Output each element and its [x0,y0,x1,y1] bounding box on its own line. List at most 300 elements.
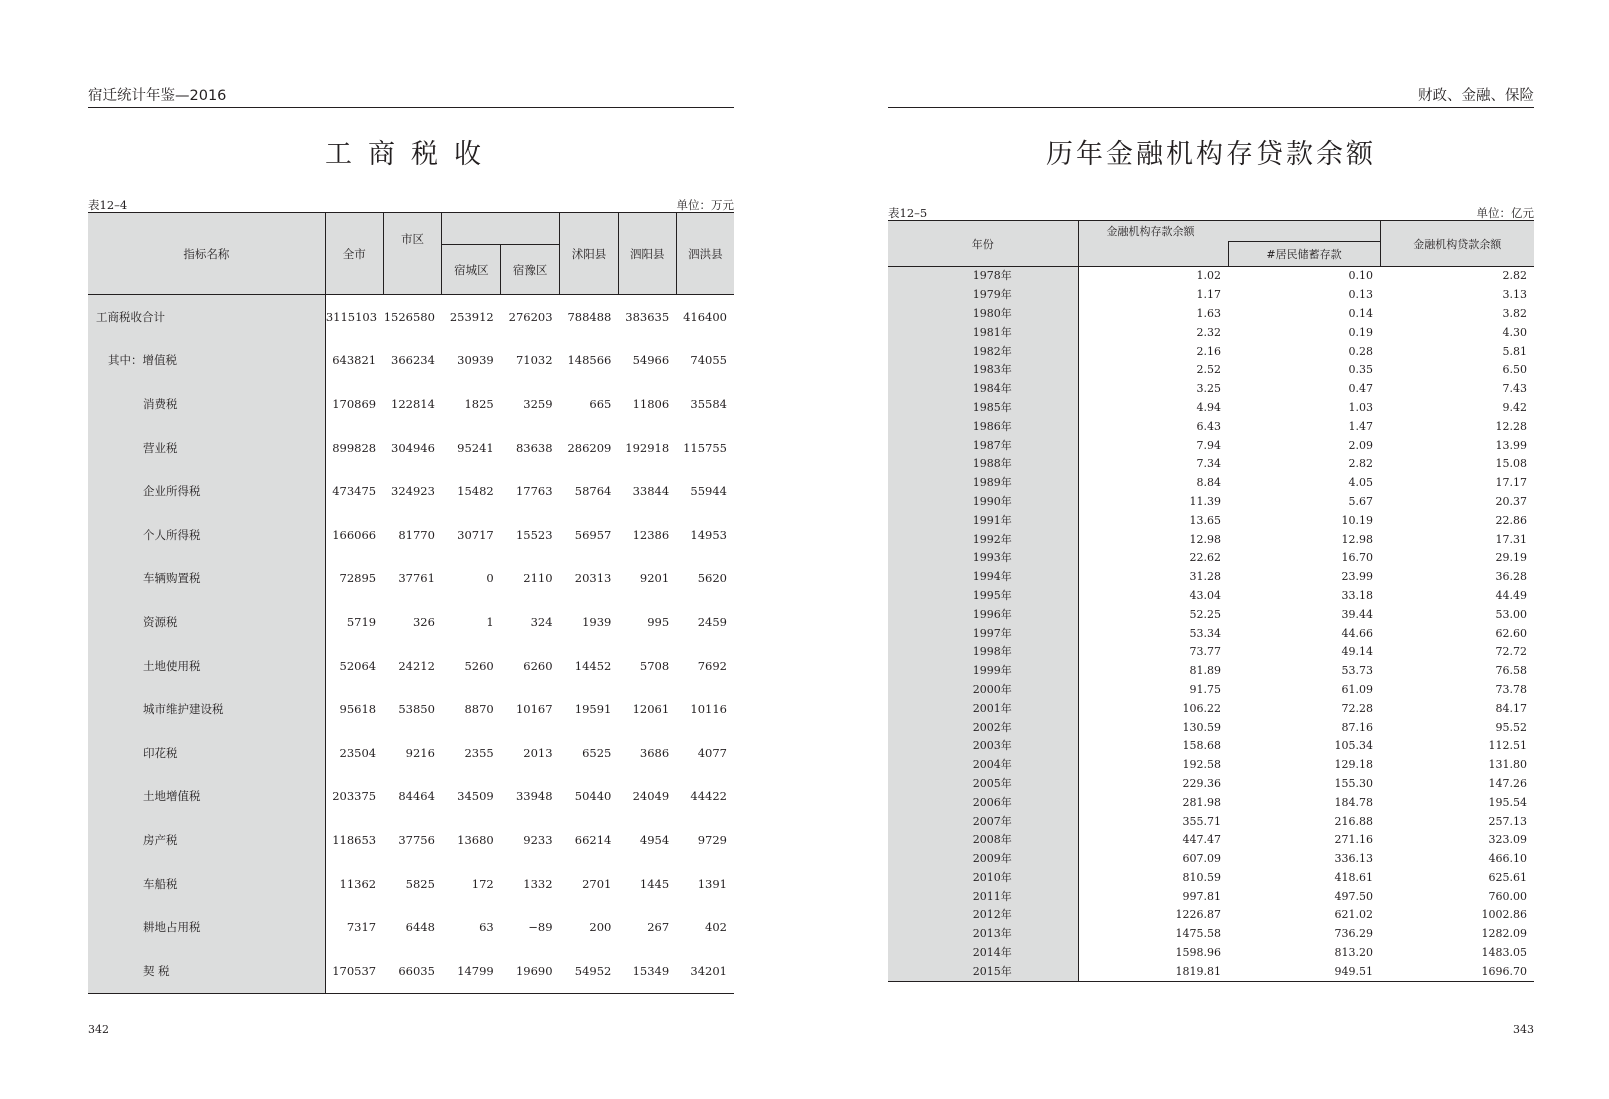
table-row [888,267,1534,286]
deposits-cell: 810.59 [1182,870,1221,884]
table-row [888,850,1534,869]
year-label: 1988年 [972,457,1012,471]
table-cell: 5825 [405,876,435,891]
table-cell: 37756 [398,832,435,847]
household-cell: 72.28 [1341,701,1373,715]
year-label: 1980年 [972,306,1012,320]
loans-cell: 1002.86 [1481,908,1527,922]
table-cell: 4954 [639,832,670,847]
table-cell: 253912 [449,309,494,324]
table-cell: 15482 [457,484,494,499]
loans-cell: 72.72 [1495,645,1527,659]
deposits-cell: 7.34 [1196,457,1221,471]
household-cell: 53.73 [1341,664,1373,678]
table-row [888,474,1534,493]
deposits-cell: 52.25 [1189,607,1221,621]
loans-cell: 13.99 [1495,438,1527,452]
table-cell: 267 [647,920,670,935]
table-row [88,339,734,383]
year-label: 1979年 [972,288,1012,302]
loans-cell: 12.28 [1495,419,1527,433]
table-cell: 172 [471,876,494,891]
table-cell: 56957 [574,527,612,542]
table-cell: 3259 [523,396,553,411]
table-cell: 366234 [391,353,435,368]
row-label: 城市维护建设税 [88,687,325,731]
deposits-table-body [888,267,1534,982]
loans-cell: 625.61 [1488,870,1527,884]
table-cell: 2459 [697,614,727,629]
year-label: 1992年 [972,532,1012,546]
loans-cell: 257.13 [1488,814,1527,828]
year-label: 1985年 [972,400,1012,414]
header-siyang: 泗阳县 [618,213,676,295]
deposits-cell: 1819.81 [1175,964,1221,978]
table-row [888,662,1534,681]
year-cell [888,605,1078,624]
table-cell: 74055 [690,353,727,368]
row-label: 土地增值税 [88,775,325,819]
table-row [88,731,734,775]
household-cell: 216.88 [1334,814,1373,828]
deposits-cell: 1226.87 [1175,908,1221,922]
deposits-cell: 7.94 [1196,438,1221,452]
table-cell: 20313 [574,571,612,586]
year-label: 2005年 [972,776,1012,790]
table-cell: 50440 [574,789,612,804]
deposits-cell: 1.63 [1196,306,1221,320]
year-cell [888,286,1078,305]
table-cell: 44422 [690,789,727,804]
year-cell [888,549,1078,568]
table-cell: 2355 [464,745,494,760]
table-cell: 166066 [332,527,377,542]
loans-cell: 2.82 [1502,269,1527,283]
year-cell [888,493,1078,512]
deposits-cell: 43.04 [1189,588,1221,602]
table-cell: 899828 [332,440,377,455]
table-cell: 170869 [332,396,377,411]
table-cell: 34509 [457,789,494,804]
year-label: 1982年 [972,344,1012,358]
deposits-cell: 2.32 [1196,325,1221,339]
table-cell: 95618 [339,702,377,717]
table-cell: 995 [647,614,670,629]
household-cell: 0.35 [1348,363,1373,377]
loans-cell: 15.08 [1495,457,1527,471]
year-label: 2004年 [972,758,1012,772]
loans-cell: 29.19 [1495,551,1527,565]
row-label: 印花税 [88,731,325,775]
table-cell: 192918 [625,440,670,455]
table-cell: 2013 [523,745,553,760]
year-cell [888,718,1078,737]
household-cell: 87.16 [1341,720,1373,734]
table-cell: 6525 [582,745,612,760]
table-cell: 643821 [332,353,377,368]
table-cell: 1332 [523,876,553,891]
household-cell: 184.78 [1334,795,1373,809]
year-cell [888,474,1078,493]
household-cell: 1.47 [1348,419,1373,433]
table-cell: 15349 [632,963,670,978]
deposits-cell: 229.36 [1182,776,1221,790]
year-cell [888,793,1078,812]
household-cell: 16.70 [1341,551,1373,565]
table-cell: 5719 [346,614,377,629]
household-cell: 336.13 [1334,852,1373,866]
year-cell [888,850,1078,869]
row-label: 营业税 [88,426,325,470]
year-label: 1993年 [972,551,1012,565]
header-name: 指标名称 [88,213,325,295]
household-cell: 0.14 [1348,306,1373,320]
table-cell: 12386 [632,527,670,542]
table-row [888,793,1534,812]
year-cell [888,342,1078,361]
table-row [888,436,1534,455]
loans-cell: 84.17 [1495,701,1527,715]
household-cell: 23.99 [1341,570,1373,584]
deposits-cell: 11.39 [1189,494,1221,508]
year-label: 2008年 [972,833,1012,847]
table-row [888,925,1534,944]
year-label: 2001年 [972,701,1012,715]
year-label: 2003年 [972,739,1012,753]
table-row [88,469,734,513]
table-unit-right: 单位：亿元 [1476,206,1534,220]
table-cell: 286209 [567,440,612,455]
header-sihong: 泗洪县 [676,213,734,295]
row-label: 个人所得税 [88,513,325,557]
row-label: 契 税 [88,949,325,993]
row-label: 其中：增值税 [88,339,325,383]
table-cell: 30717 [457,527,494,542]
table-label-left: 表12–4 [88,198,128,212]
table-row [888,399,1534,418]
deposits-cell: 1598.96 [1175,946,1221,960]
year-cell [888,305,1078,324]
deposits-cell: 91.75 [1189,682,1221,696]
right-page [800,0,1609,1099]
table-cell: 5620 [697,571,727,586]
table-cell: 326 [412,614,435,629]
loans-cell: 9.42 [1502,400,1527,414]
table-row [888,587,1534,606]
household-cell: 4.05 [1348,476,1373,490]
deposits-loans-table [888,220,1534,982]
deposits-cell: 31.28 [1189,570,1221,584]
year-cell [888,662,1078,681]
table-row [888,699,1534,718]
year-cell [888,925,1078,944]
table-cell: 95241 [457,440,494,455]
loans-cell: 44.49 [1495,588,1527,602]
table-cell: 14799 [457,963,494,978]
table-row [88,557,734,601]
year-cell [888,681,1078,700]
table-cell: 11806 [632,396,670,411]
loans-cell: 3.82 [1502,306,1527,320]
loans-cell: 131.80 [1488,758,1527,772]
table-row [88,862,734,906]
year-label: 2000年 [972,682,1012,696]
household-cell: 418.61 [1334,870,1373,884]
table-row [888,323,1534,342]
table-cell: 66214 [574,832,612,847]
year-cell [888,643,1078,662]
table-row [88,426,734,470]
tax-revenue-table [88,212,734,994]
table-cell: 19591 [574,702,612,717]
household-cell: 0.13 [1348,288,1373,302]
deposits-cell: 106.22 [1182,701,1221,715]
table-cell: 5708 [639,658,670,673]
year-cell [888,737,1078,756]
year-cell [888,587,1078,606]
deposits-cell: 158.68 [1182,739,1221,753]
year-cell [888,831,1078,850]
table-cell: 3115103 [325,309,378,324]
table-cell: 148566 [567,353,612,368]
table-cell: 1526580 [383,309,435,324]
table-cell: 1391 [697,876,727,891]
loans-cell: 760.00 [1488,889,1527,903]
table-row [888,493,1534,512]
year-label: 1990年 [972,494,1012,508]
deposits-cell: 355.71 [1182,814,1221,828]
deposits-cell: 22.62 [1189,551,1221,565]
table-cell: 72895 [339,571,377,586]
header-sucheng: 宿城区 [442,245,501,295]
table-row [888,869,1534,888]
deposits-cell: 607.09 [1182,852,1221,866]
table-cell: 17763 [515,484,553,499]
table-cell: 23504 [339,745,377,760]
table-cell: 8870 [464,702,494,717]
table-cell: 7692 [697,658,727,673]
table-cell: 1939 [582,614,612,629]
table-cell: 11362 [339,876,377,891]
table-row [888,775,1534,794]
deposits-cell: 130.59 [1182,720,1221,734]
loans-cell: 73.78 [1495,682,1527,696]
header-deposits: 金融机构存款余额 [1078,221,1380,242]
loans-cell: 7.43 [1502,382,1527,396]
table-unit-left: 单位：万元 [676,198,734,212]
table-cell: 276203 [508,309,553,324]
table-cell: 3686 [639,745,670,760]
table-cell: 203375 [332,789,377,804]
table-row [88,818,734,862]
table-cell: 37761 [398,571,435,586]
year-label: 1981年 [972,325,1012,339]
row-label: 土地使用税 [88,644,325,688]
loans-cell: 22.86 [1495,513,1527,527]
year-cell [888,962,1078,981]
table-cell: 14953 [690,527,727,542]
row-label: 工商税收合计 [88,295,325,339]
year-cell [888,267,1078,286]
household-cell: 497.50 [1334,889,1373,903]
table-row [888,812,1534,831]
deposits-cell: 13.65 [1189,513,1221,527]
household-cell: 736.29 [1334,927,1373,941]
header-household: #居民储蓄存款 [1228,242,1380,267]
table-cell: 1825 [464,396,494,411]
household-cell: 44.66 [1341,626,1373,640]
table-row [888,455,1534,474]
deposits-cell: 1475.58 [1175,927,1221,941]
year-label: 2011年 [972,889,1012,903]
household-cell: 105.34 [1334,739,1373,753]
table-row [888,906,1534,925]
row-label: 资源税 [88,600,325,644]
page-number-right: 343 [1513,1023,1534,1036]
table-cell: 66035 [398,963,435,978]
table-row [88,295,734,339]
table-cell: 9233 [523,832,553,847]
year-label: 1998年 [972,645,1012,659]
table-row [888,286,1534,305]
table-cell: 6448 [405,920,435,935]
table-row [888,530,1534,549]
table-cell: 7317 [346,920,377,935]
year-cell [888,511,1078,530]
table-cell: 115755 [683,440,727,455]
header-loans: 金融机构贷款余额 [1380,221,1534,267]
table-cell: 83638 [515,440,553,455]
table-cell: 55944 [690,484,727,499]
table-row [888,756,1534,775]
deposits-cell: 3.25 [1196,382,1221,396]
year-cell [888,568,1078,587]
page-title-right: 历年金融机构存贷款余额 [1046,139,1376,170]
household-cell: 61.09 [1341,682,1373,696]
row-label: 耕地占用税 [88,905,325,949]
year-cell [888,869,1078,888]
table-cell: 71032 [515,353,553,368]
household-cell: 621.02 [1334,908,1373,922]
year-label: 2013年 [972,927,1012,941]
deposits-cell: 4.94 [1196,400,1221,414]
table-cell: 52064 [339,658,377,673]
header-city-area-group [442,213,560,245]
household-cell: 949.51 [1334,964,1373,978]
loans-cell: 17.31 [1495,532,1527,546]
table-cell: 58764 [574,484,612,499]
running-head-right: 财政、金融、保险 [888,84,1534,108]
deposits-cell: 447.47 [1182,833,1221,847]
table-cell: 2701 [582,876,612,891]
household-cell: 0.19 [1348,325,1373,339]
table-row [88,949,734,993]
table-cell: −89 [528,920,553,935]
table-row [888,944,1534,963]
header-all-city: 全市 [325,213,383,295]
loans-cell: 112.51 [1488,739,1527,753]
table-row [888,568,1534,587]
deposits-cell: 192.58 [1182,758,1221,772]
header-suyu: 宿豫区 [501,245,560,295]
table-row [88,600,734,644]
household-cell: 12.98 [1341,532,1373,546]
year-cell [888,944,1078,963]
page-number-left: 342 [88,1023,109,1036]
table-row [888,643,1534,662]
year-cell [888,906,1078,925]
household-cell: 271.16 [1334,833,1373,847]
deposits-cell: 73.77 [1189,645,1221,659]
year-label: 2012年 [972,908,1012,922]
loans-cell: 1696.70 [1481,964,1527,978]
loans-cell: 3.13 [1502,288,1527,302]
table-cell: 33844 [632,484,670,499]
table-cell: 9216 [405,745,435,760]
table-cell: 84464 [398,789,435,804]
table-cell: 30939 [457,353,494,368]
table-cell: 665 [589,396,612,411]
year-label: 1995年 [972,588,1012,602]
year-label: 1999年 [972,664,1012,678]
year-label: 1996年 [972,607,1012,621]
table-row [888,681,1534,700]
table-row [888,511,1534,530]
year-cell [888,775,1078,794]
loans-cell: 4.30 [1502,325,1527,339]
year-cell [888,624,1078,643]
header-shuyang: 沭阳县 [560,213,619,295]
year-label: 1994年 [972,570,1012,584]
table-row [88,382,734,426]
table-cell: 118653 [332,832,377,847]
table-row [888,549,1534,568]
deposits-cell: 81.89 [1189,664,1221,678]
household-cell: 155.30 [1334,776,1373,790]
household-cell: 0.47 [1348,382,1373,396]
table-row [88,775,734,819]
row-label: 消费税 [88,382,325,426]
year-label: 2015年 [972,964,1012,978]
household-cell: 1.03 [1348,400,1373,414]
table-cell: 2110 [523,571,553,586]
table-row [888,380,1534,399]
year-cell [888,380,1078,399]
deposits-cell: 6.43 [1196,419,1221,433]
loans-cell: 53.00 [1495,607,1527,621]
household-cell: 10.19 [1341,513,1373,527]
table-cell: 19690 [515,963,553,978]
table-row [88,644,734,688]
table-cell: 15523 [515,527,553,542]
household-cell: 33.18 [1341,588,1373,602]
table-row [88,905,734,949]
row-label: 企业所得税 [88,469,325,513]
table-row [888,361,1534,380]
loans-cell: 323.09 [1488,833,1527,847]
year-cell [888,699,1078,718]
household-cell: 0.10 [1348,269,1373,283]
table-row [888,342,1534,361]
household-cell: 2.82 [1348,457,1373,471]
table-cell: 24049 [632,789,670,804]
household-cell: 2.09 [1348,438,1373,452]
year-cell [888,436,1078,455]
running-head-left: 宿迁统计年鉴—2016 [88,84,734,108]
year-label: 2006年 [972,795,1012,809]
household-cell: 813.20 [1334,946,1373,960]
table-cell: 63 [479,920,494,935]
